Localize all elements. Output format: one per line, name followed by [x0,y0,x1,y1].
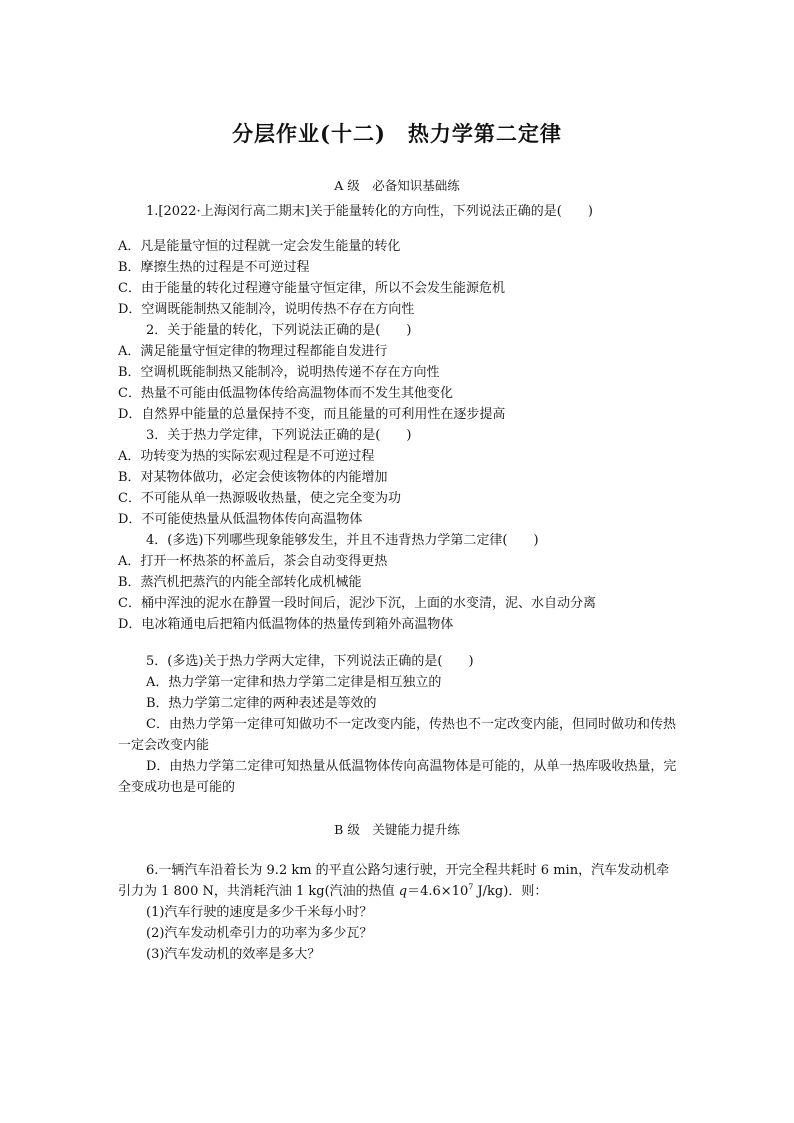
question-1 [118,201,678,222]
section-a-heading: A 级 必备知识基础练 [334,178,460,193]
question-6-stem [118,860,678,902]
question-2-stem: 2．关于能量的转化，下列说法正确的是( ) [146,323,412,338]
q1-option-a: A．凡是能量守恒的过程就一定会发生能量的转化 [118,239,401,254]
q3-option-b: B．对某物体做功，必定会使该物体的内能增加 [118,470,388,485]
q1-option-c: C．由于能量的转化过程遵守能量守恒定律，所以不会发生能源危机 [118,281,505,296]
questions-1-to-4 [118,236,678,635]
q1-option-d: D．空调既能制热又能制冷，说明传热不存在方向性 [118,302,415,317]
question-6 [118,860,678,965]
q2-option-a: A．满足能量守恒定律的物理过程都能自发进行 [118,344,388,359]
q4-option-b: B．蒸汽机把蒸汽的内能全部转化成机械能 [118,575,362,590]
q6-exponent: 7 [468,882,474,892]
q5-option-b: B．热力学第二定律的两种表述是等效的 [146,696,377,711]
q6-stem-part-c: J/kg)．则： [473,884,548,899]
q6-sub-question-2: (2)汽车发动机牵引力的功率为多少瓦？ [146,926,373,941]
question-5-stem: 5．(多选)关于热力学两大定律，下列说法正确的是( ) [146,654,474,669]
question-4-stem: 4．(多选)下列哪些现象能够发生，并且不违背热力学第二定律( ) [146,533,539,548]
q6-sub-question-1: (1)汽车行驶的速度是多少千米每小时？ [146,905,373,920]
q3-option-a: A．功转变为热的实际宏观过程是不可逆过程 [118,449,375,464]
q1-option-b: B．摩擦生热的过程是不可逆过程 [118,260,310,275]
section-b-heading: B 级 关键能力提升练 [334,822,460,837]
q4-option-c: C．桶中浑浊的泥水在静置一段时间后，泥沙下沉，上面的水变清，泥、水自动分离 [118,596,596,611]
q4-option-d: D．电冰箱通电后把箱内低温物体的热量传到箱外高温物体 [118,617,454,632]
q6-stem-part-a: 6.一辆汽车沿着长为 9.2 km 的平直公路匀速行驶，开完全程共耗时 6 min，汽车发动机牵引力为 1 800 N，共消耗汽油 1 kg(汽油的热值 [118,863,670,899]
q5-option-d: D．由热力学第二定律可知热量从低温物体传向高温物体是可能的，从单一热库吸收热量，完全变成功也是可能的 [118,759,677,795]
question-5 [118,651,678,798]
q2-option-d: D．自然界中能量的总量保持不变，而且能量的可利用性在逐步提高 [118,407,506,422]
q4-option-a: A．打开一杯热茶的杯盖后，茶会自动变得更热 [118,554,388,569]
q3-option-c: C．不可能从单一热源吸收热量，使之完全变为功 [118,491,401,506]
q6-heat-value-symbol: q [398,884,408,899]
q3-option-d: D．不可能使热量从低温物体传向高温物体 [118,512,363,527]
question-3-stem: 3．关于热力学定律，下列说法正确的是( ) [146,428,412,443]
question-1-stem: 1.[2022·上海闵行高二期末]关于能量转化的方向性，下列说法正确的是( ) [146,204,593,219]
q5-option-c: C．由热力学第一定律可知做功不一定改变内能，传热也不一定改变内能，但同时做功和传热一定会改变内能 [118,717,676,753]
q5-option-a: A．热力学第一定律和热力学第二定律是相互独立的 [146,675,442,690]
q6-stem-part-b: ＝4.6×10 [407,884,469,899]
page-title: 分层作业(十二) 热力学第二定律 [232,121,562,146]
q6-sub-question-3: (3)汽车发动机的效率是多大？ [146,947,321,962]
q2-option-c: C．热量不可能由低温物体传给高温物体而不发生其他变化 [118,386,453,401]
q2-option-b: B．空调机既能制热又能制冷，说明热传递不存在方向性 [118,365,440,380]
